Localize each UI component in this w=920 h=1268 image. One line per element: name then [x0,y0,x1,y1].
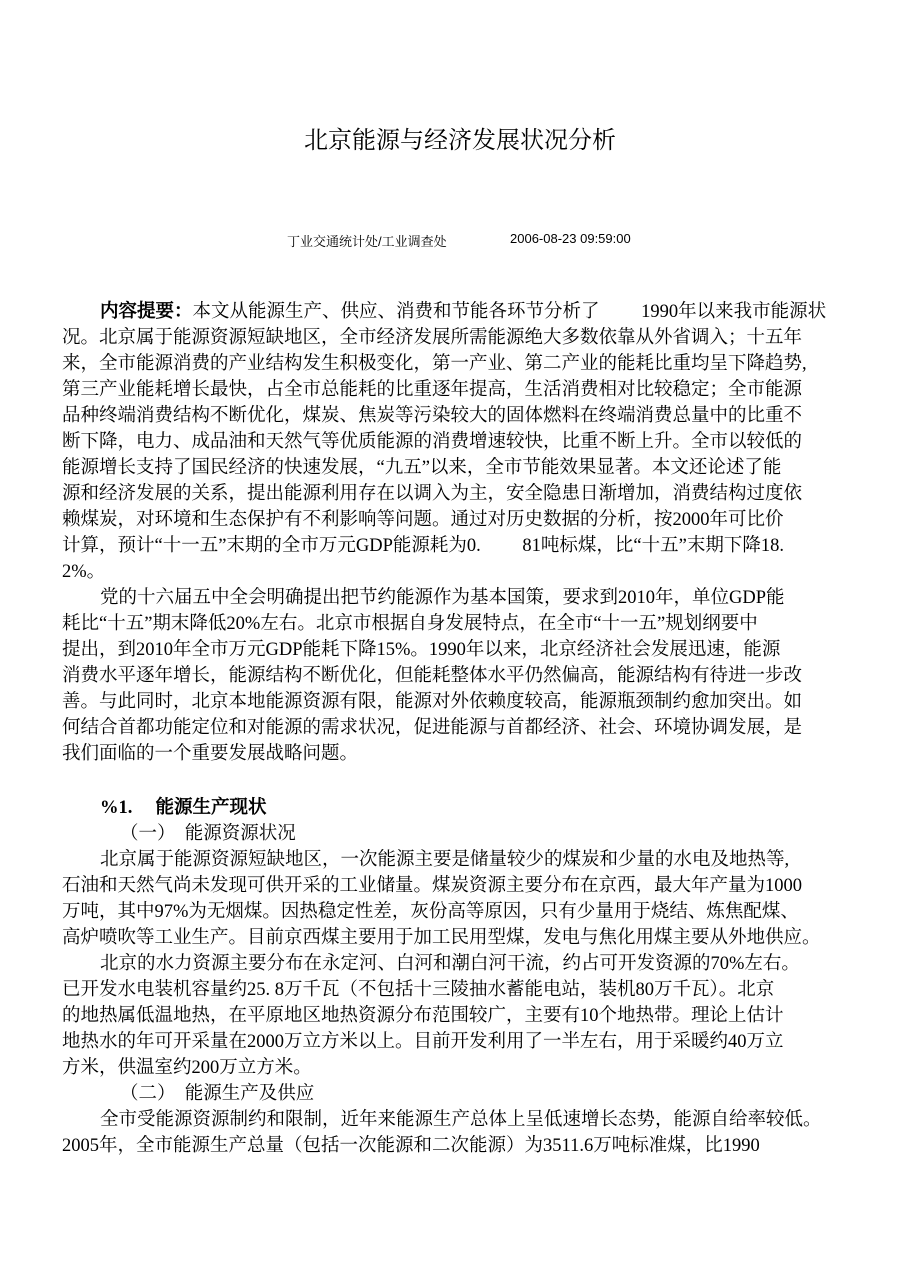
line-text: 全市受能源资源制约和限制，近年来能源生产总体上呈低速增长态势，能源自给率较低。 [100,1110,822,1130]
text-line [100,585,785,611]
subsection-heading [120,1081,314,1107]
text-line [62,455,781,481]
subsection-heading [120,821,296,847]
text-line [62,377,802,403]
text-line [62,429,802,455]
text-line [62,689,802,715]
line-text: 断下降，电力、成品油和天然气等优质能源的消费增速较快，比重不断上升。全市以较低的 [62,432,803,452]
text-line [62,403,802,429]
line-text: 提出，到2010年全市万元GDP能耗下降15%。1990年以来，北京经济社会发展迅速，能源 [62,640,781,660]
text-line [100,847,789,873]
text-line [62,873,802,899]
line-text: 石油和天然气尚未发现可供开采的工业储量。煤炭资源主要分布在京西，最大年产量为1000 [62,876,803,896]
text-line [62,533,784,559]
line-text: 党的十六届五中全会明确提出把节约能源作为基本国策，要求到2010年，单位GDP能 [100,588,785,608]
text-line [62,559,105,585]
text-line [62,741,358,767]
text-line [62,637,780,663]
text-line [100,299,826,325]
line-text: 源和经济发展的关系，提出能源利用存在以调入为主，安全隐患日渐增加，消费结构过度依 [62,484,803,504]
line-text: 北京属于能源资源短缺地区，一次能源主要是储量较少的煤炭和少量的水电及地热等, [100,850,790,870]
text-line [62,507,784,533]
line-text: 品种终端消费结构不断优化，煤炭、焦炭等污染较大的固体燃料在终端消费总量中的比重不 [62,406,803,426]
line-text: 方米，供温室约200万立方米。 [62,1058,312,1078]
document-title: 北京能源与经济发展状况分析 [304,128,616,154]
text-line [100,951,800,977]
text-line [62,663,802,689]
text-line [62,351,807,377]
line-text: （二） 能源生产及供应 [120,1084,315,1104]
byline-date: 2006-08-23 09:59:00 [510,231,631,246]
text-line [62,1029,784,1055]
line-text: 北京的水力资源主要分布在永定河、白河和潮白河干流，约占可开发资源的70%左右。 [100,954,800,974]
text-line [62,1055,312,1081]
text-line [62,925,821,951]
line-text: 地热水的年可开采量在2000万立方米以上。目前开发利用了一半左右，用于采暖约40万立 [62,1032,784,1052]
line-text: 能源增长支持了国民经济的快速发展，“九五”以来，全市节能效果显著。本文还论述了能 [62,458,782,478]
line-text: 何结合首都功能定位和对能源的需求状况，促进能源与首都经济、社会、环境协调发展，是 [62,718,803,738]
line-text: 我们面临的一个重要发展战略问题。 [62,744,359,764]
text-line [62,611,758,637]
line-text: 计算，预计“十一五”末期的全市万元GDP能源耗为0. 81吨标煤，比“十五”末期下降18. [62,536,784,556]
text-line [62,1003,784,1029]
line-text: 2005年，全市能源生产总量（包括一次能源和二次能源）为3511.6万吨标准煤，比1990 [62,1136,760,1156]
byline-source: 丁业交通统计处/工业调查处 [287,234,447,249]
text-line [62,481,802,507]
line-text: 赖煤炭，对环境和生态保护有不利影响等问题。通过对历史数据的分析，按2000年可比价 [62,510,784,530]
line-text: 来，全市能源消费的产业结构发生积极变化，第一产业、第二产业的能耗比重均呈下降趋势, [62,354,807,374]
line-text: 本文从能源生产、供应、消费和节能各环节分析了 1990年以来我市能源状 [192,302,827,322]
line-text: 已开发水电装机容量约25. 8万千瓦（不包括十三陵抽水蓄能电站，装机80万千瓦）。北京 [62,980,775,1000]
line-text: 消费水平逐年增长，能源结构不断优化，但能耗整体水平仍然偏高，能源结构有待进一步改 [62,666,803,686]
line-text: 万吨，其中97%为无烟煤。因热稳定性差，灰份高等原因，只有少量用于烧结、炼焦配煤、 [62,902,799,922]
line-text: （一） 能源资源状况 [120,824,296,844]
line-text: 况。北京属于能源资源短缺地区，全市经济发展所需能源绝大多数依靠从外省调入；十五年 [62,328,803,348]
text-line [62,899,799,925]
abstract-label: 内容提要： [100,302,193,322]
line-text: 善。与此同时，北京本地能源资源有限，能源对外依赖度较高，能源瓶颈制约愈加突出。如 [62,692,803,712]
line-text: 高炉喷吹等工业生产。目前京西煤主要用于加工民用型煤，发电与焦化用煤主要从外地供应。 [62,928,821,948]
line-text: 第三产业能耗增长最快，占全市总能耗的比重逐年提高，生活消费相对比较稳定；全市能源 [62,380,803,400]
text-line [62,977,774,1003]
section-heading [100,795,267,821]
line-text: %1. 能源生产现状 [100,798,267,818]
line-text: 2%。 [62,562,106,582]
text-line [62,715,802,741]
text-line [100,1107,822,1133]
line-text: 的地热属低温地热，在平原地区地热资源分布范围较广，主要有10个地热带。理论上估计 [62,1006,784,1026]
line-text: 耗比“十五”期末降低20%左右。北京市根据自身发展特点，在全市“十一五”规划纲要中 [62,614,758,634]
text-line [62,1133,760,1159]
text-line [62,325,802,351]
